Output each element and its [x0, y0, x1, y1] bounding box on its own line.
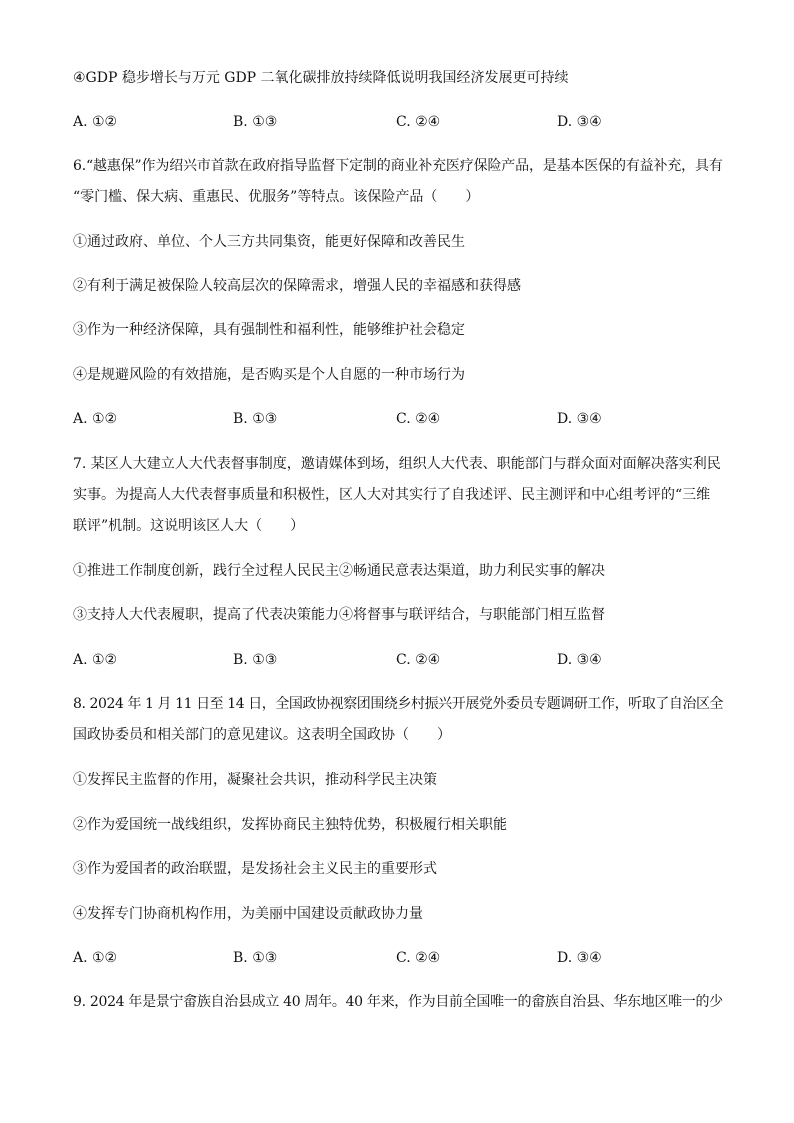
- option-c: C. ②④: [396, 114, 441, 130]
- option-a: A. ①②: [73, 411, 118, 427]
- question-6-item-2: ②有利于满足被保险人较高层次的保障需求，增强人民的幸福感和获得感: [73, 278, 521, 294]
- option-a: A. ①②: [73, 114, 118, 130]
- question-6-item-1: ①通过政府、单位、个人三方共同集资，能更好保障和改善民生: [73, 234, 465, 250]
- question-7-options: [73, 650, 733, 670]
- question-7-items-3-4: ③支持人大代表履职，提高了代表决策能力④将督事与联评结合，与职能部门相互监督: [73, 607, 605, 623]
- question-8-item-1: ①发挥民主监督的作用，凝聚社会共识，推动科学民主决策: [73, 772, 437, 788]
- question-8-item-2: ②作为爱国统一战线组织，发挥协商民主独特优势，积极履行相关职能: [73, 817, 507, 833]
- question-6-item-3: ③作为一种经济保障，具有强制性和福利性，能够维护社会稳定: [73, 322, 465, 338]
- option-d: D. ③④: [557, 652, 602, 668]
- question-6-stem-line-1: 6.“越惠保”作为绍兴市首款在政府指导监督下定制的商业补充医疗保险产品，是基本医保的有益补充，具有: [73, 158, 723, 174]
- question-8-options: [73, 948, 733, 968]
- option-d: D. ③④: [557, 950, 602, 966]
- question-7-stem-line-3: 联评”机制。这说明该区人大（ ）: [73, 518, 305, 534]
- option-d: D. ③④: [557, 114, 602, 130]
- question-5-options: [73, 112, 733, 132]
- question-8-stem-line-1: 8. 2024 年 1 月 11 日至 14 日，全国政协视察团围绕乡村振兴开展党外委员专题调研工作，听取了自治区全: [73, 696, 724, 712]
- question-7-stem-line-1: 7. 某区人大建立人大代表督事制度，邀请媒体到场，组织人大代表、职能部门与群众面对面解决落实利民: [73, 456, 721, 472]
- option-c: C. ②④: [396, 652, 441, 668]
- option-b: B. ①③: [233, 652, 278, 668]
- question-8-stem-line-2: 国政协委员和相关部门的意见建议。这表明全国政协（ ）: [73, 727, 451, 743]
- question-7-stem-line-2: 实事。为提高人大代表督事质量和积极性，区人大对其实行了自我述评、民主测评和中心组考评的“三维: [73, 487, 711, 503]
- question-6-options: [73, 409, 733, 429]
- question-5-item-4: ④GDP 稳步增长与万元 GDP 二氧化碳排放持续降低说明我国经济发展更可持续: [73, 70, 569, 86]
- question-7-items-1-2: ①推进工作制度创新，践行全过程人民民主②畅通民意表达渠道，助力利民实事的解决: [73, 563, 605, 579]
- option-c: C. ②④: [396, 411, 441, 427]
- option-a: A. ①②: [73, 652, 118, 668]
- option-b: B. ①③: [233, 411, 278, 427]
- question-6-item-4: ④是规避风险的有效措施，是否购买是个人自愿的一种市场行为: [73, 367, 465, 383]
- option-a: A. ①②: [73, 950, 118, 966]
- question-9-stem-line-1: 9. 2024 年是景宁畲族自治县成立 40 周年。40 年来，作为目前全国唯一的畲族自治县、华东地区唯一的少: [73, 994, 723, 1010]
- question-6-stem-line-2: “零门槛、保大病、重惠民、优服务”等特点。该保险产品（ ）: [73, 189, 480, 205]
- question-8-item-3: ③作为爱国者的政治联盟，是发扬社会主义民主的重要形式: [73, 861, 437, 877]
- option-b: B. ①③: [233, 114, 278, 130]
- option-d: D. ③④: [557, 411, 602, 427]
- option-c: C. ②④: [396, 950, 441, 966]
- question-8-item-4: ④发挥专门协商机构作用，为美丽中国建设贡献政协力量: [73, 906, 423, 922]
- option-b: B. ①③: [233, 950, 278, 966]
